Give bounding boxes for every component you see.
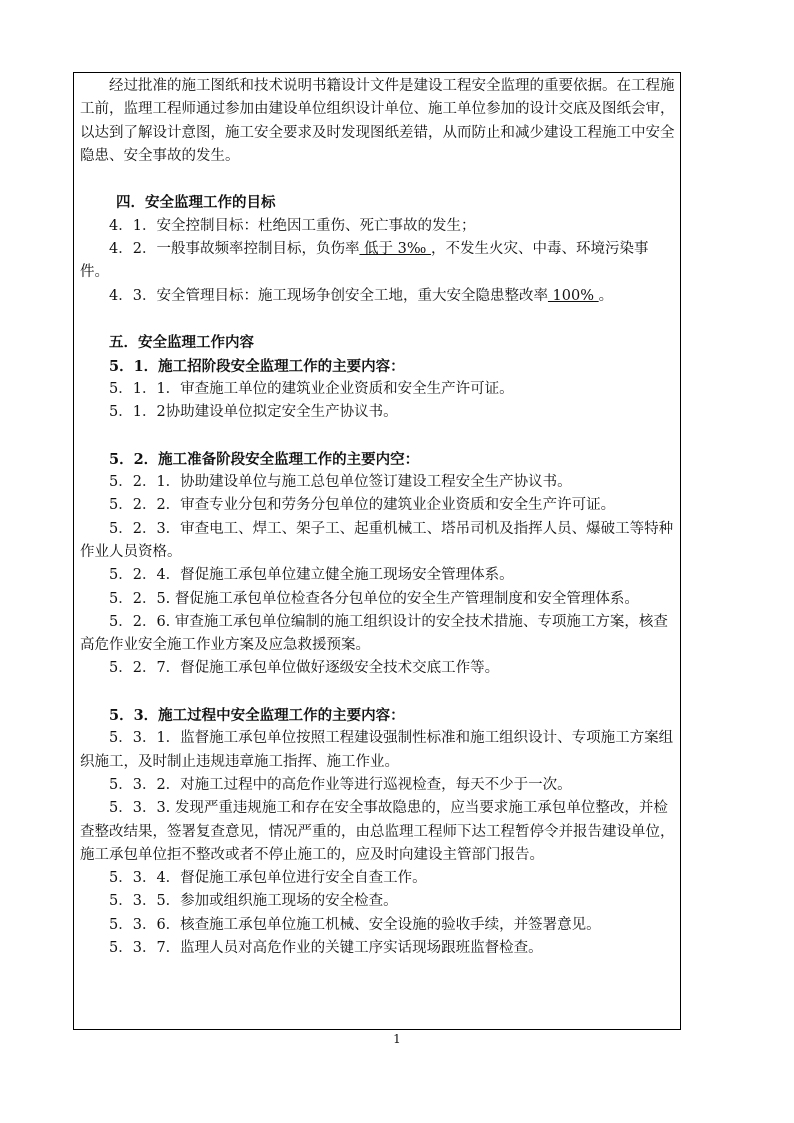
page-number: 1 bbox=[393, 1032, 401, 1046]
list-item: 5．1．2协助建设单位拟定安全生产协议书。 bbox=[109, 404, 398, 421]
section4-item2: 4．2．一般事故频率控制目标，负伤率 低于 3‰ ，不发生火灾、中毒、环境污染事件。 bbox=[80, 241, 649, 281]
list-item: 5．2．6. 审查施工承包单位编制的施工组织设计的安全技术措施、专项施工方案，核查高危作业安全施工作业方案及应急救援预案。 bbox=[80, 613, 668, 654]
list-item: 5．3．5．参加或组织施工现场的安全检查。 bbox=[109, 893, 398, 910]
list-item: 5．3．3. 发现严重违规施工和存在安全事故隐患的，应当要求施工承包单位整改，并检查整改结果，签署复查意见，情况严重的，由总监理工程师下达工程暂停令并报告建设单位，施工承包单位拒不整改或者不停止施工的，应及时向建设主管部门报告。 bbox=[80, 800, 675, 863]
section5-heading: 五．安全监理工作内容 bbox=[109, 334, 254, 352]
section4-item3: 4．3．安全管理目标：施工现场争创安全工地，重大安全隐患整改率 100% 。 bbox=[109, 287, 614, 304]
list-item: 5．2．5. 督促施工承包单位检查各分包单位的安全生产管理制度和安全管理体系。 bbox=[109, 590, 639, 607]
list-item: 5．3．2．对施工过程中的高危作业等进行巡视检查，每天不少于一次。 bbox=[109, 776, 572, 793]
list-item: 5．3．6．核查施工承包单位施工机械、安全设施的验收手续，并签署意见。 bbox=[109, 916, 601, 933]
section5-2-heading: 5．2．施工准备阶段安全监理工作的主要内空： bbox=[109, 450, 420, 468]
section5-3-heading: 5．3．施工过程中安全监理工作的主要内容： bbox=[109, 707, 405, 725]
section4-item1: 4．1．安全控制目标：杜绝因工重伤、死亡事故的发生； bbox=[109, 217, 476, 234]
list-item: 5．3．7．监理人员对高危作业的关键工序实话现场跟班监督检查。 bbox=[109, 939, 543, 956]
section4-heading: 四．安全监理工作的目标 bbox=[116, 194, 276, 212]
list-item: 5．3．1．监督施工承包单位按照工程建设强制性标准和施工组织设计、专项施工方案组织施工，及时制止违规违章施工指挥、施工作业。 bbox=[80, 730, 674, 770]
intro-paragraph: 经过批准的施工图纸和技术说明书籍设计文件是建设工程安全监理的重要依据。在工程施工前，监理工程师通过参加由建设单位组织设计单位、施工单位参加的设计交底及图纸会审，以达到了解设计意图，施工安全要求及时发现图纸差错，从而防止和减少建设工程施工中安全隐患、安全事故的发生。 bbox=[80, 78, 675, 164]
section5-1-heading: 5．1．施工招阶段安全监理工作的主要内容： bbox=[109, 357, 405, 375]
list-item: 5．2．1．协助建设单位与施工总包单位签订建设工程安全生产协议书。 bbox=[109, 474, 572, 491]
injury-rate-value: 低于 3‰ bbox=[359, 241, 431, 258]
list-item: 5．2．3．审查电工、焊工、架子工、起重机械工、塔吊司机及指挥人员、爆破工等特种作业人员资格。 bbox=[80, 520, 674, 560]
document-body bbox=[80, 75, 676, 960]
list-item: 5．2．7．督促施工承包单位做好逐级安全技术交底工作等。 bbox=[109, 660, 500, 677]
list-item: 5．1．1．审查施工单位的建筑业企业资质和安全生产许可证。 bbox=[109, 380, 514, 397]
list-item: 5．2．4．督促施工承包单位建立健全施工现场安全管理体系。 bbox=[109, 567, 514, 584]
list-item: 5．2．2．审查专业分包和劳务分包单位的建筑业企业资质和安全生产许可证。 bbox=[109, 497, 616, 514]
list-item: 5．3．4．督促施工承包单位进行安全自查工作。 bbox=[109, 870, 427, 887]
rectification-rate-value: 100% bbox=[547, 287, 599, 304]
